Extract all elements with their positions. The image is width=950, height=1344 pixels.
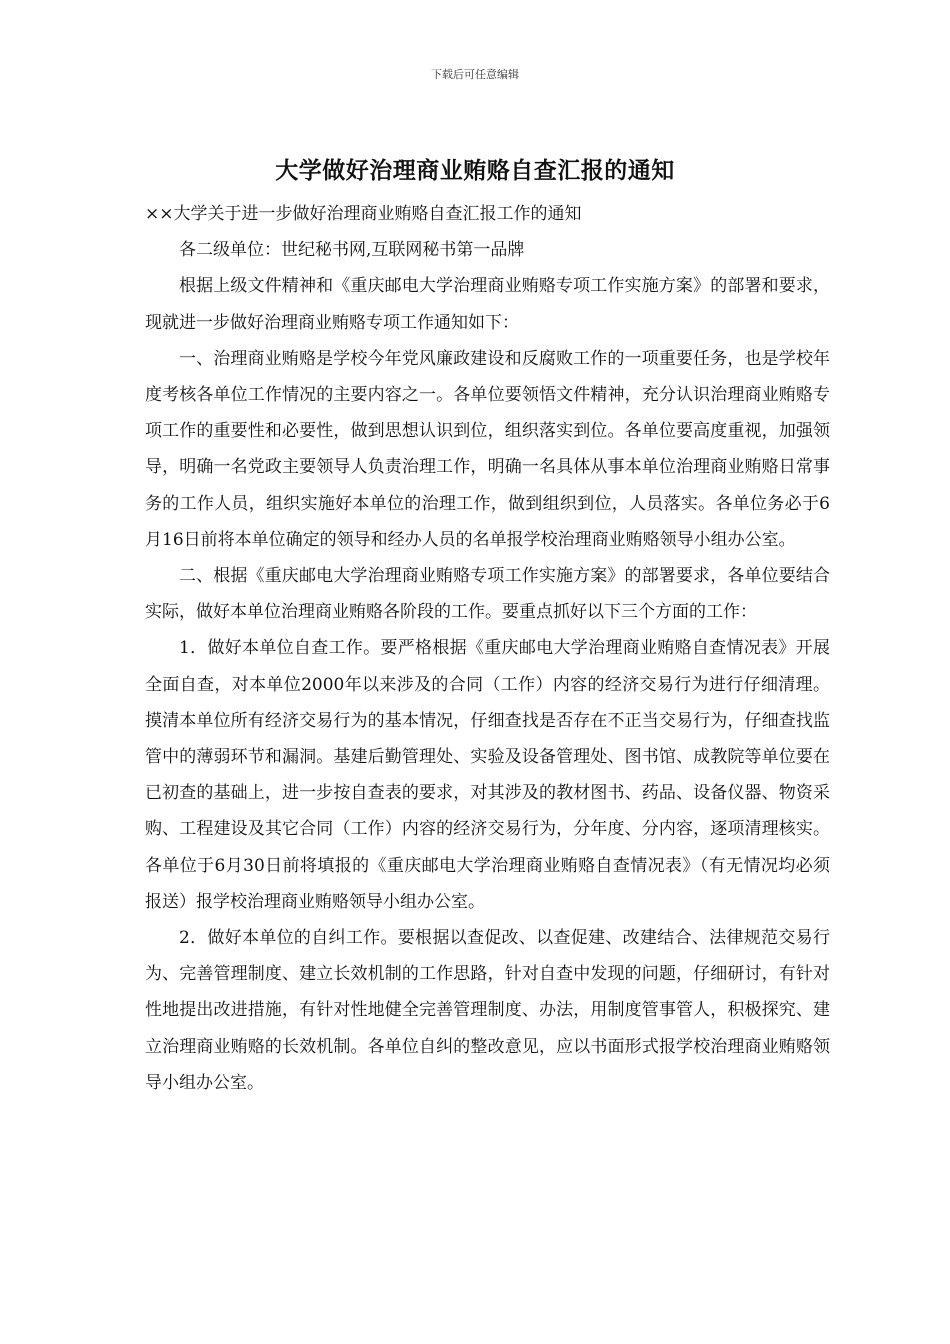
document-title: 大学做好治理商业贿赂自查汇报的通知 xyxy=(275,158,675,184)
document-body xyxy=(145,196,830,1101)
header-note: 下载后可任意编辑 xyxy=(431,68,519,81)
subtitle: ××大学关于进一步做好治理商业贿赂自查汇报工作的通知 xyxy=(145,204,582,224)
paragraph-item-1: 1．做好本单位自查工作。要严格根据《重庆邮电大学治理商业贿赂自查情况表》开展全面自查，对本单位2000年以来涉及的合同（工作）内容的经济交易行为进行仔细清理。摸清本单位所有经济交易行为的基本情况，仔细查找是否存在不正当交易行为，仔细查找监管中的薄弱环节和漏洞。基建后勤管理处、实验及设备管理处、图书馆、成教院等单位要在已初查的基础上，进一步按自查表的要求，对其涉及的教材图书、药品、设备仪器、物资采购、工程建设及其它合同（工作）内容的经济交易行为，分年度、分内容，逐项清理核实。各单位于6月30日前将填报的《重庆邮电大学治理商业贿赂自查情况表》（有无情况均必须报送）报学校治理商业贿赂领导小组办公室。 xyxy=(145,638,830,912)
paragraph-intro: 根据上级文件精神和《重庆邮电大学治理商业贿赂专项工作实施方案》的部署和要求，现就进一步做好治理商业贿赂专项工作通知如下： xyxy=(145,276,830,333)
paragraph-section-2: 二、根据《重庆邮电大学治理商业贿赂专项工作实施方案》的部署要求，各单位要结合实际，做好本单位治理商业贿赂各阶段的工作。要重点抓好以下三个方面的工作： xyxy=(145,566,830,623)
paragraph-item-2: 2．做好本单位的自纠工作。要根据以查促改、以查促建、改建结合、法律规范交易行为、完善管理制度、建立长效机制的工作思路，针对自查中发现的问题，仔细研讨，有针对性地提出改进措施，有针对性地健全完善管理制度、办法，用制度管事管人，积极探究、建立治理商业贿赂的长效机制。各单位自纠的整改意见，应以书面形式报学校治理商业贿赂领导小组办公室。 xyxy=(145,928,830,1093)
addressee: 各二级单位：世纪秘书网,互联网秘书第一品牌 xyxy=(179,240,525,261)
paragraph-section-1: 一、治理商业贿赂是学校今年党风廉政建设和反腐败工作的一项重要任务，也是学校年度考核各单位工作情况的主要内容之一。各单位要领悟文件精神，充分认识治理商业贿赂专项工作的重要性和必要性，做到思想认识到位，组织落实到位。各单位要高度重视，加强领导，明确一名党政主要领导人负责治理工作，明确一名具体从事本单位治理商业贿赂日常事务的工作人员，组织实施好本单位的治理工作，做到组织到位，人员落实。各单位务必于6月16日前将本单位确定的领导和经办人员的名单报学校治理商业贿赂领导小组办公室。 xyxy=(145,348,830,550)
